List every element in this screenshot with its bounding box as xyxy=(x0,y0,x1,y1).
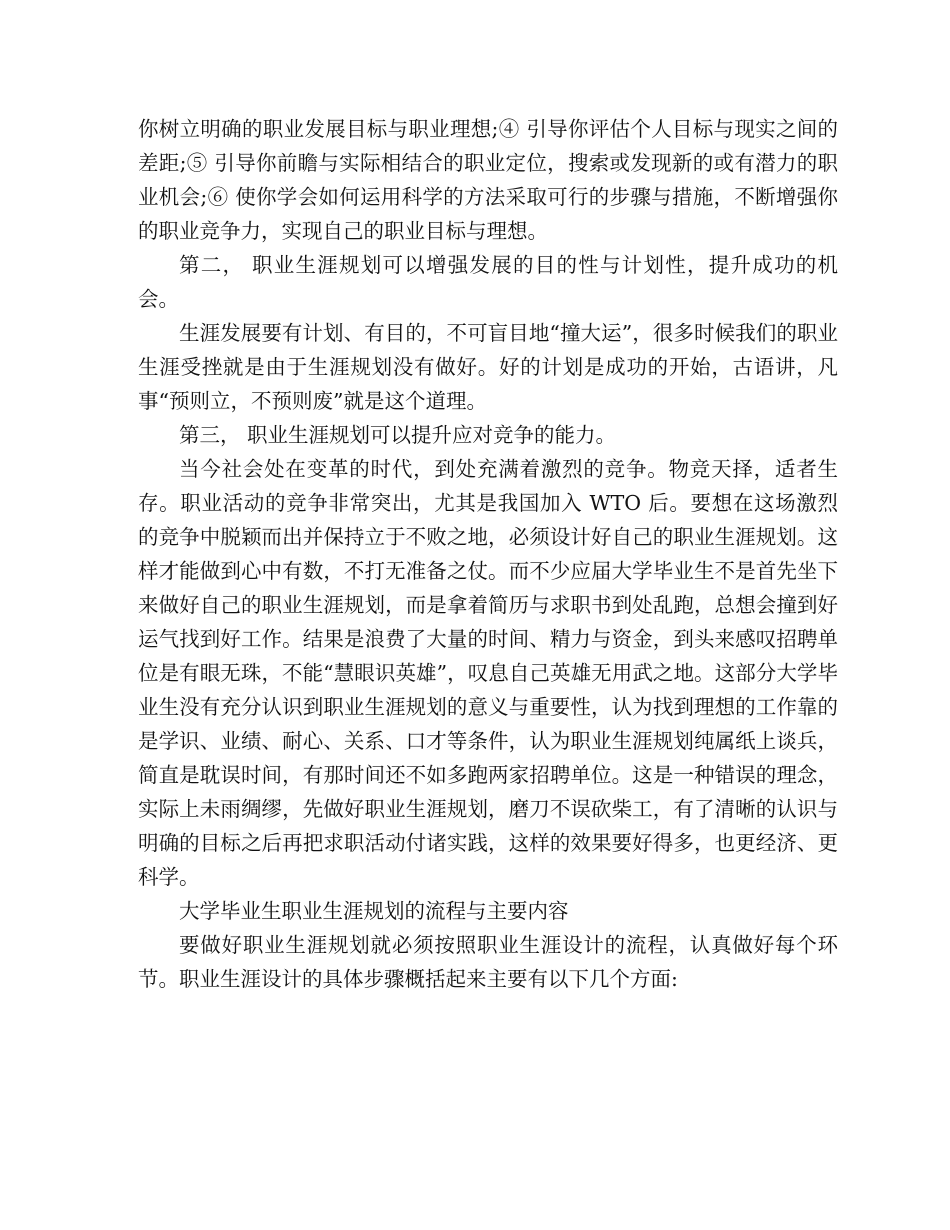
document-body xyxy=(138,112,838,996)
paragraph-competition: 当今社会处在变革的时代，到处充满着激烈的竞争。物竞天择，适者生存。职业活动的竞争非常突出，尤其是我国加入 WTO 后。要想在这场激烈的竞争中脱颖而出并保持立于不败之地，必须设计好自己的职业生涯规划。这样才能做到心中有数，不打无准备之仗。而不少应届大学毕业生不是首先坐下来做好自己的职业生涯规划，而是拿着简历与求职书到处乱跑，总想会撞到好运气找到好工作。结果是浪费了大量的时间、精力与资金，到头来感叹招聘单位是有眼无珠，不能“慧眼识英雄”，叹息自己英雄无用武之地。这部分大学毕业生没有充分认识到职业生涯规划的意义与重要性，认为找到理想的工作靠的是学识、业绩、耐心、关系、口才等条件，认为职业生涯规划纯属纸上谈兵，简直是耽误时间，有那时间还不如多跑两家招聘单位。这是一种错误的理念，实际上未雨绸缪，先做好职业生涯规划，磨刀不误砍柴工，有了清晰的认识与明确的目标之后再把求职活动付诸实践，这样的效果要好得多，也更经济、更科学。 xyxy=(138,457,838,889)
paragraph-point-two: 第二， 职业生涯规划可以增强发展的目的性与计划性，提升成功的机会。 xyxy=(138,253,838,311)
paragraph-career-plan-benefits: 你树立明确的职业发展目标与职业理想;④ 引导你评估个人目标与现实之间的差距;⑤ 引导你前瞻与实际相结合的职业定位，搜索或发现新的或有潜力的职业机会;⑥ 使你学会如何运用科学的方法采取可行的步骤与措施，不断增强你的职业竞争力，实现自己的职业目标与理想。 xyxy=(138,117,838,243)
paragraph-planning-purpose: 生涯发展要有计划、有目的，不可盲目地“撞大运”，很多时候我们的职业生涯受挫就是由于生涯规划没有做好。好的计划是成功的开始，古语讲，凡事“预则立，不预则废”就是这个道理。 xyxy=(138,321,838,413)
paragraph-point-three: 第三， 职业生涯规划可以提升应对竞争的能力。 xyxy=(179,423,617,447)
paragraph-process-intro: 要做好职业生涯规划就必须按照职业生涯设计的流程，认真做好每个环节。职业生涯设计的具体步骤概括起来主要有以下几个方面: xyxy=(138,933,838,991)
section-heading-process: 大学毕业生职业生涯规划的流程与主要内容 xyxy=(179,899,569,923)
